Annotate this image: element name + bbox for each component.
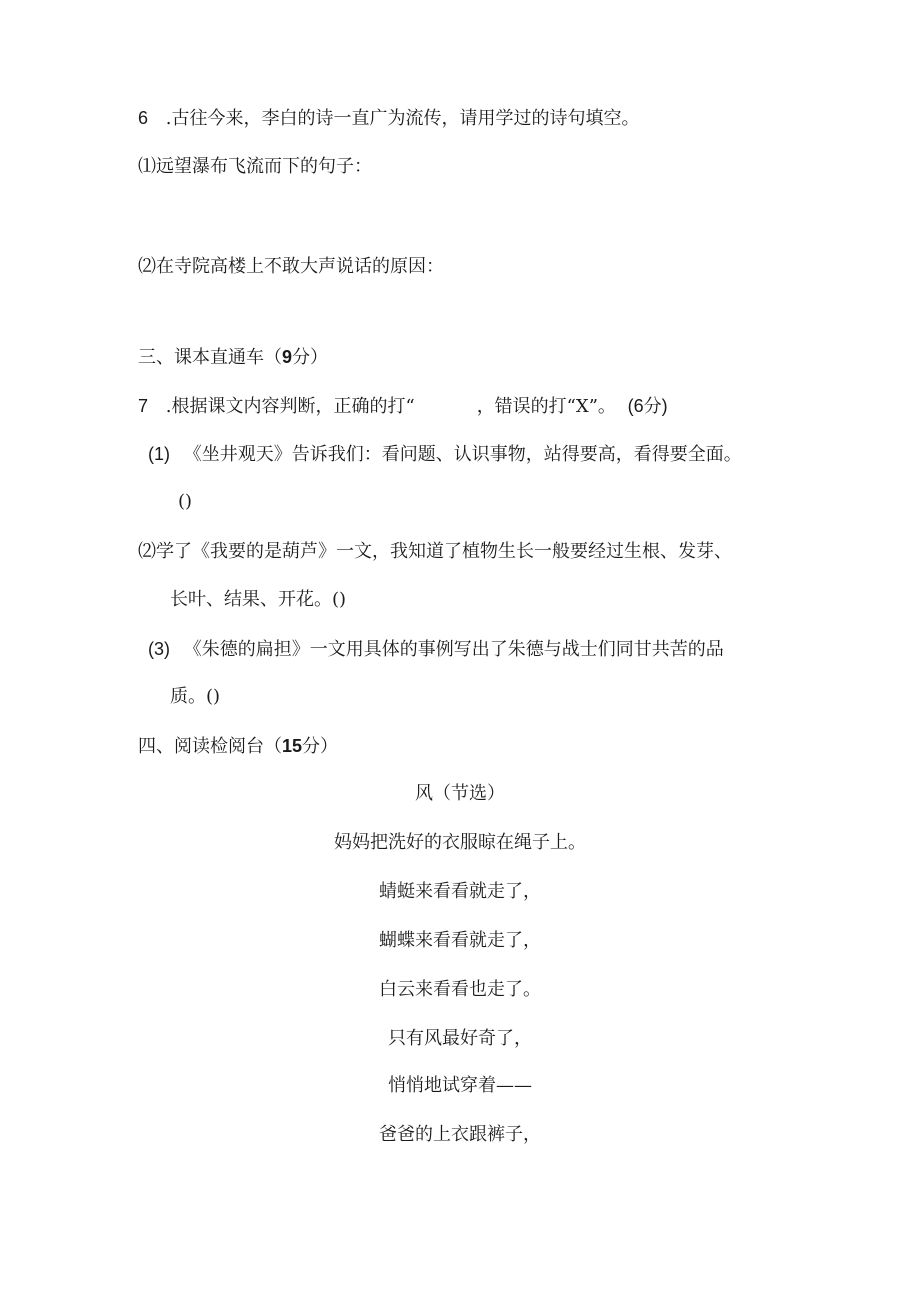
section3-title-prefix: 三、课本直通车（ bbox=[138, 347, 282, 368]
q7-number: 7 bbox=[138, 396, 149, 416]
section4-title-prefix: 四、阅读检阅台（ bbox=[138, 736, 282, 757]
q7-prompt bbox=[138, 394, 668, 419]
q7-item1 bbox=[148, 442, 742, 467]
q7-item1-number: (1) bbox=[148, 444, 170, 464]
poem-line: 蝴蝶来看看就走了， bbox=[379, 930, 541, 951]
poem-line: 白云来看看也走了。 bbox=[379, 979, 541, 1000]
section3-title-suffix: 分） bbox=[292, 347, 329, 368]
poem-line: 只有风最好奇了， bbox=[388, 1028, 532, 1049]
q6-number: 6 bbox=[138, 108, 149, 128]
q6-sub1: ⑴远望瀑布飞流而下的句子： bbox=[138, 156, 372, 177]
q7-item2-cont: 长叶、结果、开花。() bbox=[170, 589, 347, 610]
q7-item3-number: (3) bbox=[148, 639, 170, 659]
q7-item2: ⑵学了《我要的是葫芦》一文，我知道了植物生长一般要经过生根、发芽、 bbox=[138, 541, 732, 562]
q7-item3-cont: 质。() bbox=[170, 686, 221, 707]
q7-item1-text: 《坐井观天》告诉我们：看问题、认识事物，站得要高，看得要全面。 bbox=[183, 444, 742, 465]
q7-text-b: ，错误的打“X”。 bbox=[476, 396, 616, 417]
poem-line: 妈妈把洗好的衣服晾在绳子上。 bbox=[334, 832, 586, 853]
q7-item3-text: 《朱德的扁担》一文用具体的事例写出了朱德与战士们同甘共苦的品 bbox=[183, 639, 724, 660]
poem-line: 爸爸的上衣跟裤子， bbox=[379, 1124, 541, 1145]
poem-line: 蜻蜓来看看就走了， bbox=[379, 881, 541, 902]
section3-score: 9 bbox=[282, 347, 293, 367]
q6-prompt bbox=[138, 106, 639, 131]
q6-sub2: ⑵在寺院高楼上不敢大声说话的原因： bbox=[138, 256, 444, 277]
q7-item1-answer: () bbox=[178, 491, 193, 512]
q7-text-a: .根据课文内容判断，正确的打“ bbox=[165, 396, 415, 417]
section4-title bbox=[138, 734, 338, 759]
section3-title bbox=[138, 345, 328, 370]
section4-title-suffix: 分） bbox=[302, 736, 339, 757]
q6-text: .古往今来，李白的诗一直广为流传，请用学过的诗句填空。 bbox=[165, 108, 640, 129]
poem-line: 悄悄地试穿着—— bbox=[388, 1075, 532, 1096]
poem-title: 风（节选） bbox=[415, 783, 505, 804]
section4-score: 15 bbox=[282, 736, 303, 756]
q7-score: (6分) bbox=[627, 396, 668, 416]
q7-item3 bbox=[148, 637, 724, 662]
